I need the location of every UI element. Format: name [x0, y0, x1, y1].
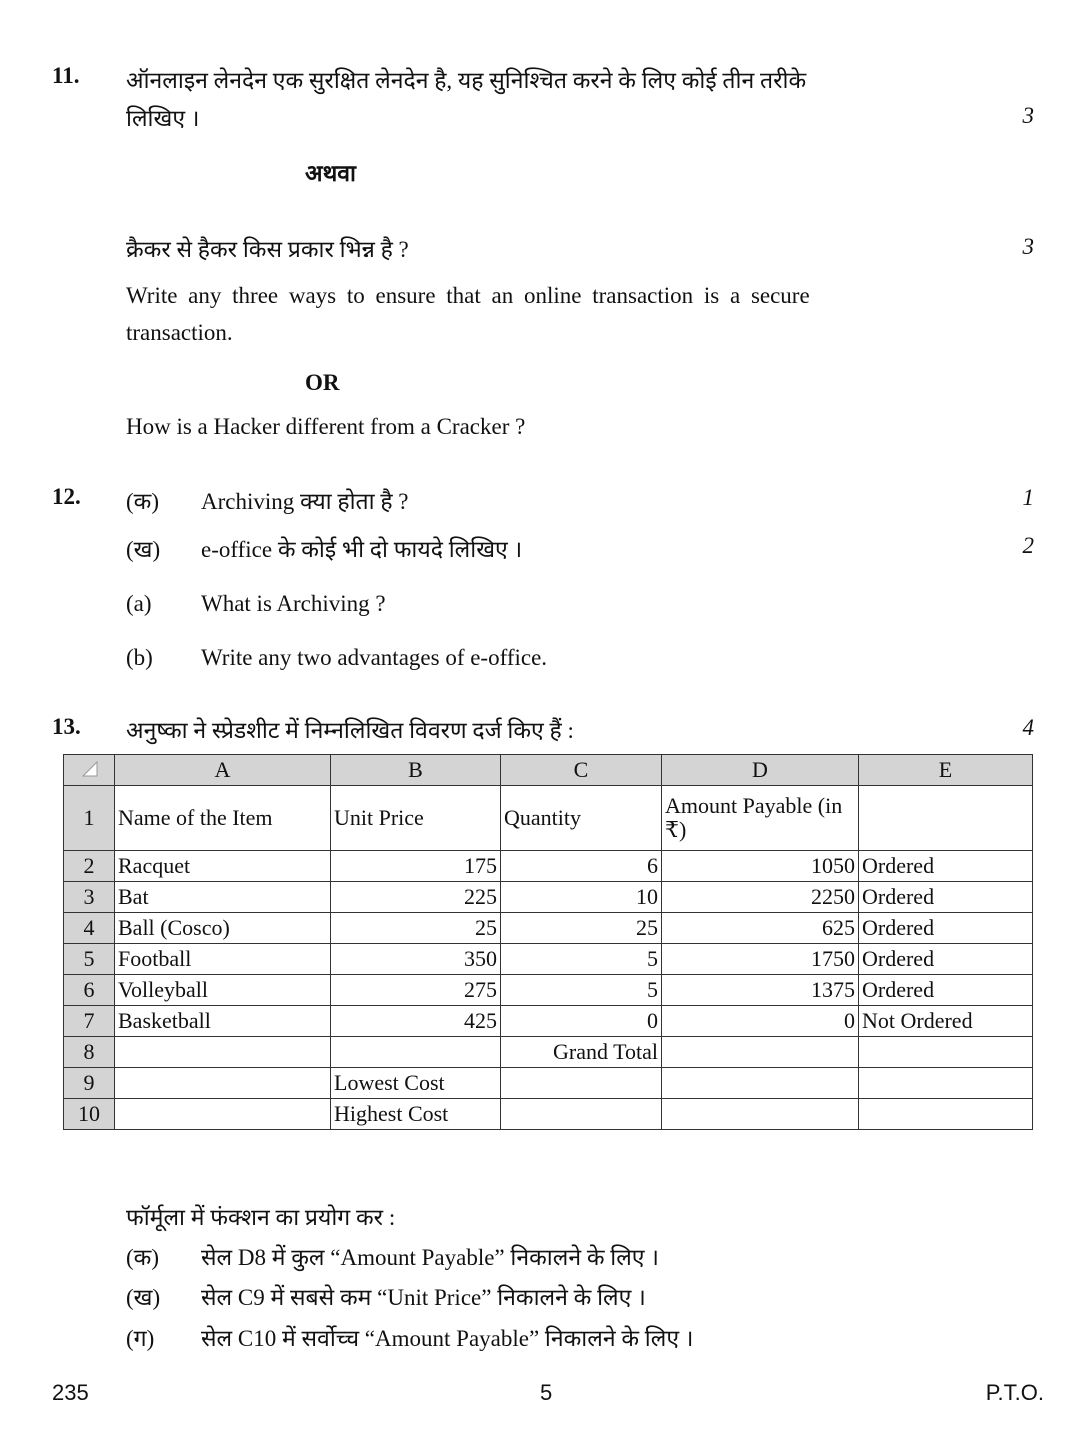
q13-subpart-text: सेल C10 में सर्वोच्च “Amount Payable” निकालने के लिए । [201, 1326, 694, 1351]
spreadsheet-table [63, 754, 1033, 1130]
table-cell: Racquet [115, 851, 331, 882]
row-header: 6 [64, 975, 115, 1006]
row-header: 7 [64, 1006, 115, 1037]
table-cell: Bat [115, 882, 331, 913]
q11-hindi-or: अथवा [305, 161, 357, 186]
table-cell: Grand Total [501, 1037, 662, 1068]
table-cell: 5 [501, 975, 662, 1006]
table-cell: 1750 [662, 944, 859, 975]
row-header: 5 [64, 944, 115, 975]
q13-instruction: फॉर्मूला में फंक्शन का प्रयोग कर : [126, 1205, 396, 1230]
table-cell: Ordered [859, 944, 1033, 975]
q11-number: 11. [52, 63, 80, 88]
q11-hindi-alt: क्रैकर से हैकर किस प्रकार भिन्न है ? [126, 237, 409, 262]
q11-hindi-line2: लिखिए । [126, 106, 200, 131]
table-cell [859, 1037, 1033, 1068]
q12-part-text: Write any two advantages of e-office. [201, 645, 548, 670]
table-row [64, 786, 1033, 851]
table-cell: Ordered [859, 913, 1033, 944]
q12-part-text: e-office के कोई भी दो फायदे लिखिए । [201, 537, 523, 562]
table-cell [501, 1068, 662, 1099]
table-cell [115, 1037, 331, 1068]
table-cell: 425 [331, 1006, 501, 1037]
q13-intro: अनुष्का ने स्प्रेडशीट में निम्नलिखित विवरण दर्ज किए हैं : [126, 718, 574, 743]
q12-part-text: What is Archiving ? [201, 591, 386, 616]
q12-part-label: (ख) [126, 537, 161, 562]
table-cell [662, 1037, 859, 1068]
table-cell: 6 [501, 851, 662, 882]
table-cell [662, 1099, 859, 1130]
row-header: 4 [64, 913, 115, 944]
q11-alt-marks: 3 [1022, 234, 1034, 259]
table-cell: 275 [331, 975, 501, 1006]
table-row [64, 913, 1033, 944]
table-cell: 1375 [662, 975, 859, 1006]
table-cell: 2250 [662, 882, 859, 913]
table-cell: 625 [662, 913, 859, 944]
q12-part-text: Archiving क्या होता है ? [201, 489, 409, 514]
q13-subpart-text: सेल D8 में कुल “Amount Payable” निकालने के लिए । [201, 1245, 659, 1270]
table-cell [859, 1068, 1033, 1099]
q13-subpart-label: (ख) [126, 1285, 161, 1310]
table-row [64, 851, 1033, 882]
table-cell: Amount Payable (in ₹) [662, 786, 859, 851]
table-row [64, 882, 1033, 913]
table-cell: 0 [501, 1006, 662, 1037]
column-header: A [115, 755, 331, 786]
q12-part-label: (a) [126, 591, 152, 616]
column-header: D [662, 755, 859, 786]
q12-part-label: (क) [126, 489, 159, 514]
q12-number: 12. [52, 484, 81, 509]
table-cell: Basketball [115, 1006, 331, 1037]
row-header: 2 [64, 851, 115, 882]
row-header: 3 [64, 882, 115, 913]
table-cell: Quantity [501, 786, 662, 851]
table-cell: 10 [501, 882, 662, 913]
q11-marks: 3 [1022, 103, 1034, 128]
table-cell [331, 1037, 501, 1068]
pto-label: P.T.O. [985, 1380, 1044, 1405]
table-cell: Name of the Item [115, 786, 331, 851]
row-header: 10 [64, 1099, 115, 1130]
table-cell: Highest Cost [331, 1099, 501, 1130]
q13-marks: 4 [1022, 715, 1034, 740]
q12-part-label: (b) [126, 645, 153, 670]
column-header: C [501, 755, 662, 786]
row-header: 9 [64, 1068, 115, 1099]
column-header: E [859, 755, 1033, 786]
column-header: B [331, 755, 501, 786]
table-cell: 0 [662, 1006, 859, 1037]
table-cell [859, 786, 1033, 851]
table-cell: 225 [331, 882, 501, 913]
table-cell: 1050 [662, 851, 859, 882]
q13-subpart-text: सेल C9 में सबसे कम “Unit Price” निकालने के लिए । [201, 1285, 646, 1310]
q13-number: 13. [52, 714, 81, 739]
q11-hindi-line1: ऑनलाइन लेनदेन एक सुरक्षित लेनदेन है, यह सुनिश्चित करने के लिए कोई तीन तरीके [126, 68, 807, 93]
q11-english-alt: How is a Hacker different from a Cracker ? [126, 414, 526, 439]
table-row [64, 975, 1033, 1006]
table-cell [115, 1099, 331, 1130]
table-cell: 25 [501, 913, 662, 944]
table-cell: 350 [331, 944, 501, 975]
column-header-row [64, 755, 1033, 786]
table-cell: Unit Price [331, 786, 501, 851]
table-cell [115, 1068, 331, 1099]
table-cell [501, 1099, 662, 1130]
table-cell: Ball (Cosco) [115, 913, 331, 944]
q13-subpart-label: (ग) [126, 1326, 155, 1351]
table-row [64, 1099, 1033, 1130]
table-row [64, 1037, 1033, 1068]
table-cell: 5 [501, 944, 662, 975]
table-cell: 175 [331, 851, 501, 882]
table-cell [859, 1099, 1033, 1130]
table-cell: Ordered [859, 851, 1033, 882]
q13-subpart-label: (क) [126, 1245, 159, 1270]
table-row [64, 1006, 1033, 1037]
table-cell [662, 1068, 859, 1099]
q11-english-line2: transaction. [126, 320, 233, 345]
select-all-corner [64, 755, 115, 786]
table-cell: Ordered [859, 975, 1033, 1006]
q11-english-line1: Write any three ways to ensure that an online transaction is a secure [126, 283, 810, 308]
q12-part-marks: 1 [1022, 485, 1034, 510]
paper-code: 235 [52, 1380, 89, 1405]
table-cell: Volleyball [115, 975, 331, 1006]
table-row [64, 944, 1033, 975]
table-cell: Not Ordered [859, 1006, 1033, 1037]
table-cell: Ordered [859, 882, 1033, 913]
row-header: 1 [64, 786, 115, 851]
page-number: 5 [540, 1380, 553, 1405]
table-cell: 25 [331, 913, 501, 944]
row-header: 8 [64, 1037, 115, 1068]
q12-part-marks: 2 [1022, 533, 1034, 558]
table-cell: Football [115, 944, 331, 975]
q11-english-or: OR [305, 370, 340, 395]
table-cell: Lowest Cost [331, 1068, 501, 1099]
table-row [64, 1068, 1033, 1099]
